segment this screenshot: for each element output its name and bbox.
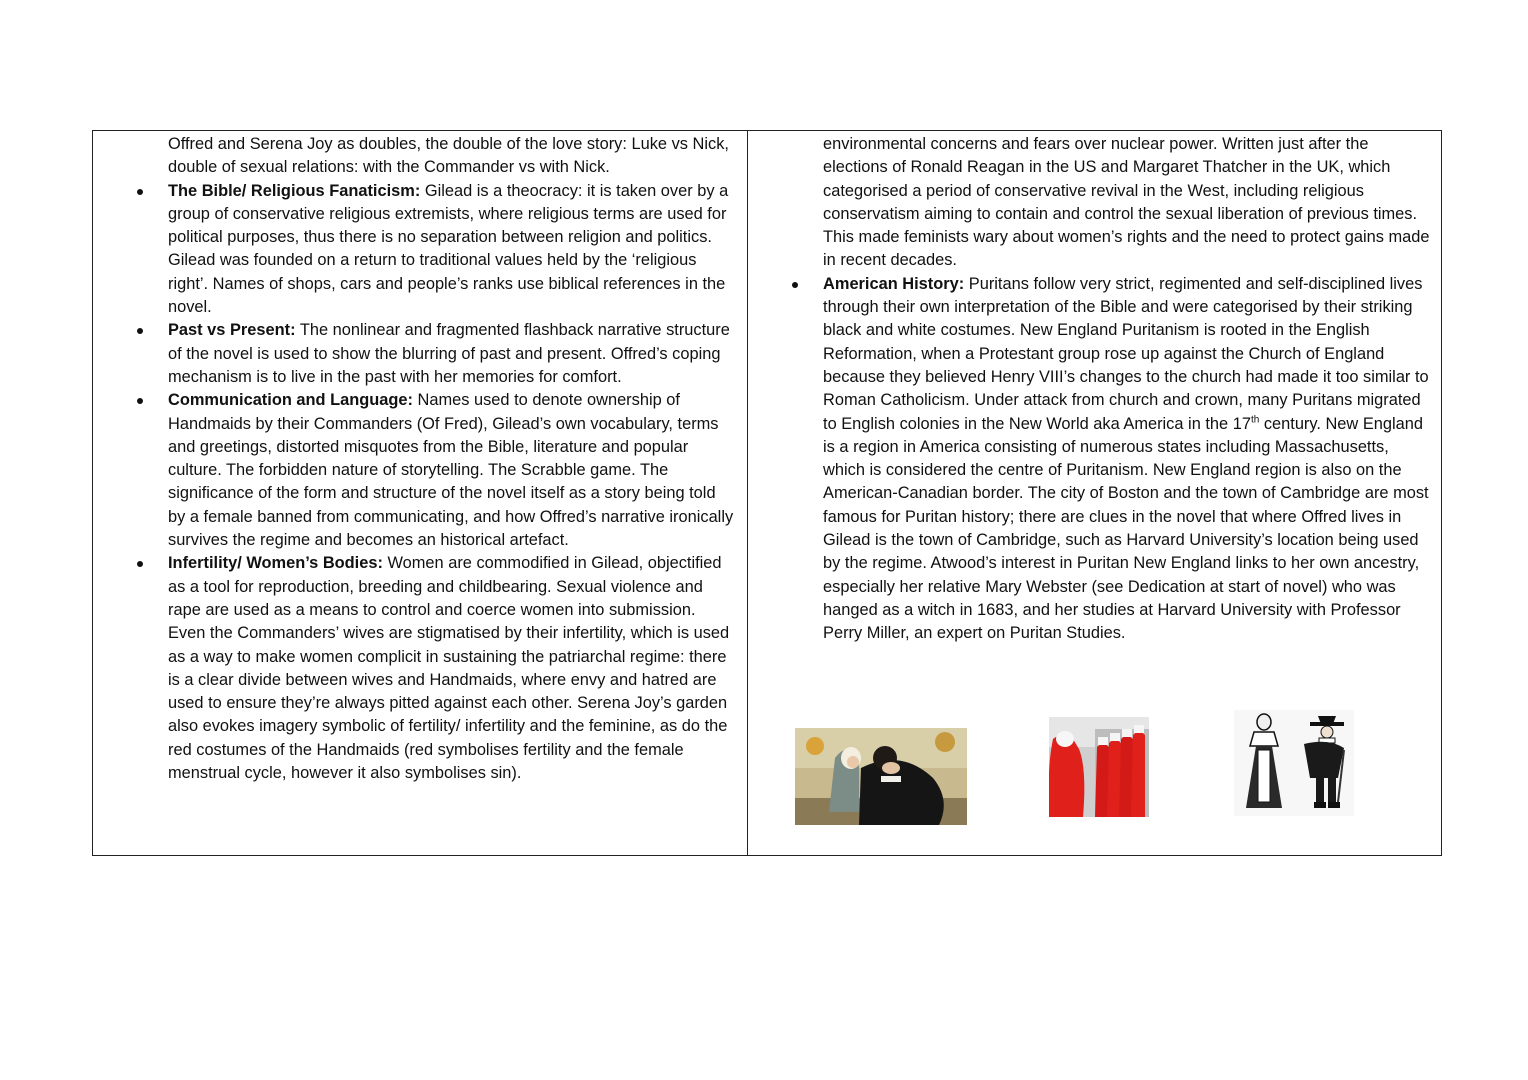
notes-table: [92, 130, 1442, 856]
left-column: [93, 131, 748, 855]
bullet-infertility: [168, 552, 737, 785]
handmaids-red-cloaks-photo: [1049, 717, 1149, 817]
bullet-heading: The Bible/ Religious Fanaticism:: [168, 181, 421, 200]
bullet-heading: Infertility/ Women’s Bodies:: [168, 554, 383, 573]
bullet-text: Women are commodified in Gilead, objectified as a tool for reproduction, breeding and childbearing. Sexual violence and rape are used as a means to control and coerce women into submission. Even the Commanders’ wives are stigmatised by their infertility, which is used as a way to make women complicit in sustaining the patriarchal regime: there is a clear divide between wives and Handmaids, where envy and hatred are used to ensure they’re always pitted against each other. Serena Joy’s garden also evokes imagery symbolic of fertility/ infertility and the feminine, as do the red costumes of the Handmaids (red symbolises fertility and the female menstrual cycle, however it also symbolises sin).: [168, 554, 730, 783]
bullet-bible: [168, 180, 737, 320]
bullet-american-history: [823, 273, 1433, 646]
bullet-text: The nonlinear and fragmented flashback narrative structure of the novel is used to show the blurring of past and present. Offred’s coping mechanism is to live in the past with her memories for comfort.: [168, 321, 730, 386]
bullet-communication: [168, 389, 737, 552]
bullet-text: Names used to denote ownership of Handmaids by their Commanders (Of Fred), Gilead’s own vocabulary, terms and greetings, distorted misquotes from the Bible, literature and popular culture. The forbidden nature of storytelling. The Scrabble game. The significance of the form and structure of the novel itself as a story being told by a female banned from communicating, and how Offred’s narrative ironically survives the regime and becomes an historical artefact.: [168, 391, 734, 550]
puritan-couple-painting: [795, 728, 967, 825]
puritan-figures-illustration: [1234, 710, 1354, 816]
bullet-heading: Past vs Present:: [168, 321, 296, 340]
ordinal-suffix: th: [1250, 414, 1260, 426]
right-bullet-list: [823, 273, 1433, 646]
left-intro: Offred and Serena Joy as doubles, the double of the love story: Luke vs Nick, double of sexual relations: with the Commander vs with Nick.: [168, 135, 729, 177]
right-intro: environmental concerns and fears over nuclear power. Written just after the elections of Ronald Reagan in the US and Margaret Thatcher in the UK, which categorised a period of conservative revival in the West, including religious conservatism aiming to contain and control the sexual liberation of previous times. This made feminists wary about women’s rights and the need to protect gains made in recent decades.: [823, 135, 1430, 270]
bullet-heading: Communication and Language:: [168, 391, 413, 410]
bullet-text: Puritans follow very strict, regimented and self-disciplined lives through their own interpretation of the Bible and were categorised by their striking black and white costumes. New England Puritanism is rooted in the English Reformation, when a Protestant group rose up against the Church of England because they believed Henry VIII’s changes to the church had made it too similar to Roman Catholicism. Under attack from church and crown, many Puritans migrated to English colonies in the New World aka America in the 17: [823, 274, 1429, 433]
bullet-past-present: [168, 319, 737, 389]
left-bullet-list: [168, 180, 737, 786]
bullet-text: Gilead is a theocracy: it is taken over by a group of conservative religious extremists, where religious terms are used for political purposes, thus there is no separation between religion and politics. Gilead was founded on a return to traditional values held by the ‘religious right’. Names of shops, cars and people’s ranks use biblical references in the novel.: [168, 181, 729, 317]
bullet-heading: American History:: [823, 274, 965, 293]
bullet-text-continued: century. New England is a region in America consisting of numerous states including Massachusetts, which is considered the centre of Puritanism. New England region is also on the American-Canadian border. The city of Boston and the town of Cambridge are most famous for Puritan history; there are clues in the novel that where Offred lives in Gilead is the town of Cambridge, such as Harvard University’s location being used by the regime. Atwood’s interest in Puritan New England links to her own ancestry, especially her relative Mary Webster (see Dedication at start of novel) who was hanged as a witch in 1683, and her studies at Harvard University with Professor Perry Miller, an expert on Puritan Studies.: [823, 414, 1429, 643]
right-column: [748, 131, 1441, 855]
